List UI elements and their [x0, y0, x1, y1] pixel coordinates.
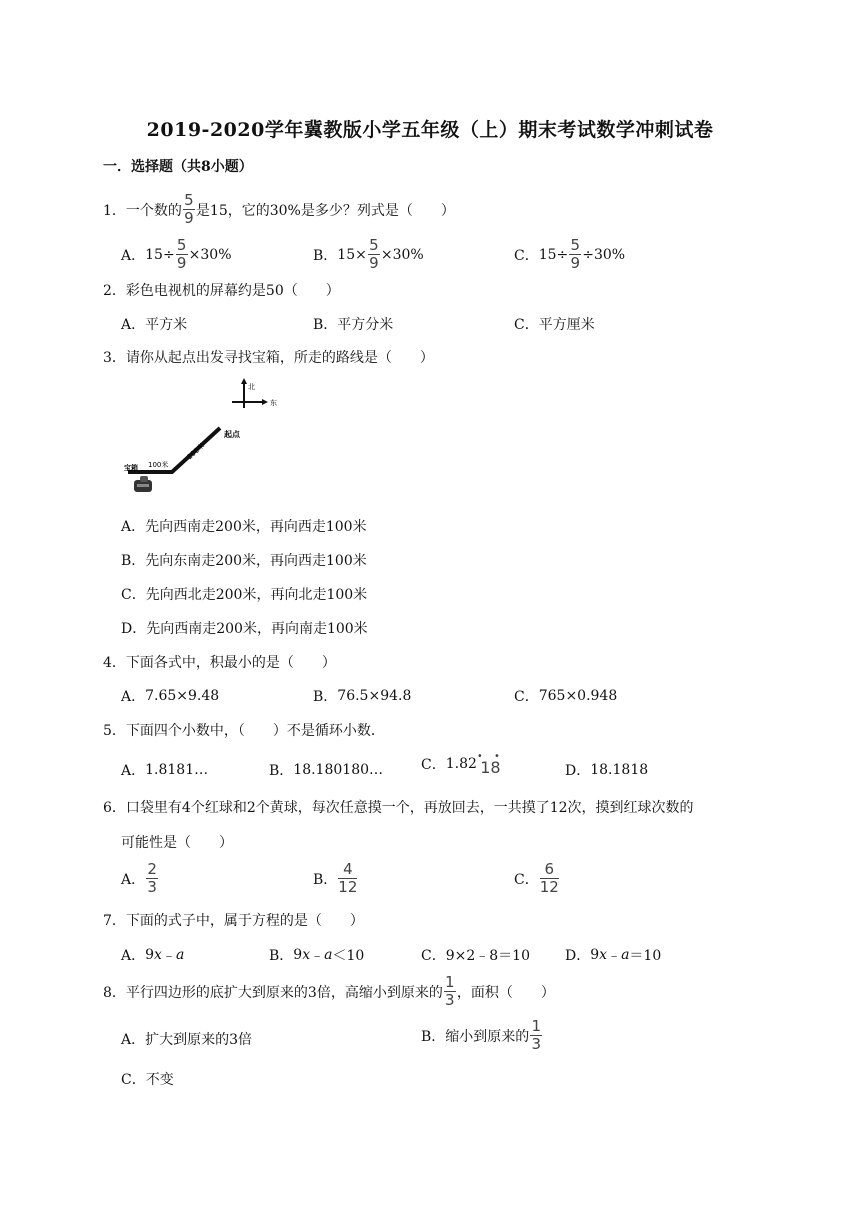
- east-arrow-icon: [262, 399, 268, 405]
- option-b[interactable]: B． 9 x ﹣ a ＜10: [269, 947, 365, 964]
- fraction: $\frac{5}{9}$: [369, 236, 379, 272]
- question-3: 3． 请你从起点出发寻找宝箱，所走的路线是（ ）: [103, 347, 434, 367]
- option-c[interactable]: C． 不变: [121, 1072, 174, 1088]
- option-a[interactable]: A． 7.65×9.48: [121, 688, 220, 705]
- question-text: 彩色电视机的屏幕约是50（ ）: [125, 283, 340, 299]
- fraction: $\frac{6}{12}$: [539, 860, 559, 896]
- question-text: 是15，它的30%是多少？列式是（ ）: [195, 202, 455, 219]
- segment-200-label: 200米: [185, 441, 207, 462]
- question-text: ，面积（ ）: [456, 984, 555, 1001]
- option-d[interactable]: D． 9 x ﹣ a ＝10: [565, 947, 662, 964]
- fraction: $\frac{1}{3}$: [445, 973, 455, 1009]
- segment-100-label: 100米: [148, 461, 169, 469]
- option-b[interactable]: B． $\frac{4}{12}$: [313, 860, 358, 896]
- question-6-cont: 可能性是（ ）: [121, 835, 233, 851]
- option-b[interactable]: B． 先向东南走200米，再向西走100米: [121, 553, 367, 569]
- question-text: 下面各式中，积最小的是（ ）: [125, 655, 336, 671]
- page-title: 2019-2020学年冀教版小学五年级（上）期末考试数学冲刺试卷: [146, 119, 714, 141]
- north-arrow-icon: [241, 378, 247, 384]
- route-diagram: [120, 378, 280, 500]
- repeating-digits: • • 18: [476, 751, 504, 777]
- question-5: 5． 下面四个小数中，（ ）不是循环小数．: [103, 720, 385, 740]
- route-line: [128, 428, 220, 472]
- fraction: $\frac{5}{9}$: [184, 191, 194, 227]
- question-text: 下面四个小数中，（ ）不是循环小数．: [125, 723, 385, 739]
- question-6: 6． 口袋里有4个红球和2个黄球，每次任意摸一个，再放回去，一共摸了12次，摸到红球次数的: [103, 797, 694, 817]
- question-text: 平行四边形的底扩大到原来的3倍，高缩小到原来的: [125, 984, 443, 1001]
- question-1: [103, 193, 455, 226]
- question-text: 请你从起点出发寻找宝箱，所走的路线是（ ）: [125, 350, 434, 366]
- option-b[interactable]: B． 18.180180…: [269, 762, 384, 779]
- option-a[interactable]: A． 9 x ﹣ a: [121, 947, 185, 964]
- question-7: 7． 下面的式子中，属于方程的是（ ）: [103, 910, 364, 930]
- north-label: 北: [248, 383, 255, 391]
- option-c[interactable]: C． 765×0.948: [514, 688, 618, 705]
- option-d[interactable]: D． 先向西南走200米，再向南走100米: [121, 621, 368, 637]
- question-number: 1．: [103, 202, 126, 219]
- question-text: 口袋里有4个红球和2个黄球，每次任意摸一个，再放回去，一共摸了12次，摸到红球次数的: [125, 800, 694, 816]
- fraction: $\frac{5}{9}$: [176, 236, 187, 272]
- option-c[interactable]: C． 平方厘米: [514, 317, 595, 333]
- option-a[interactable]: A． 先向西南走200米，再向西走100米: [121, 519, 367, 535]
- option-c[interactable]: C． 9×2﹣8＝10: [421, 948, 530, 964]
- option-b[interactable]: B． 缩小到原来的 $\frac{1}{3}$: [421, 1017, 542, 1053]
- question-8: 8． 平行四边形的底扩大到原来的3倍，高缩小到原来的 $\frac{1}{3}$ ，面积（ ）: [103, 973, 555, 1009]
- option-a[interactable]: A． $\frac{2}{3}$: [121, 860, 157, 896]
- option-b[interactable]: B． 76.5×94.8: [313, 688, 412, 705]
- option-c[interactable]: C． $\frac{6}{12}$: [514, 860, 559, 896]
- treasure-label: 宝箱: [124, 464, 138, 472]
- fraction: $\frac{2}{3}$: [147, 860, 157, 896]
- option-a[interactable]: A． 平方米: [121, 317, 188, 333]
- question-text: 一个数的: [125, 202, 182, 219]
- section-heading: 一．选择题（共8小题）: [103, 159, 253, 175]
- fraction: $\frac{1}{3}$: [531, 1017, 542, 1053]
- start-label: 起点: [224, 430, 240, 439]
- option-c[interactable]: C． 先向西北走200米，再向北走100米: [121, 587, 368, 603]
- option-d[interactable]: D． 18.1818: [565, 762, 649, 779]
- fraction: $\frac{5}{9}$: [570, 236, 581, 272]
- fraction: $\frac{4}{12}$: [338, 860, 358, 896]
- option-c[interactable]: C． 15÷ $\frac{5}{9}$ ÷30%: [514, 236, 626, 272]
- option-a[interactable]: A． 扩大到原来的3倍: [121, 1032, 253, 1048]
- question-text: 下面的式子中，属于方程的是（ ）: [125, 913, 364, 929]
- option-b[interactable]: B． 平方分米: [313, 317, 394, 333]
- option-c[interactable]: C． 1.82 • • 18: [421, 751, 504, 777]
- east-label: 东: [270, 399, 277, 407]
- question-2: 2． 彩色电视机的屏幕约是50（ ）: [103, 280, 340, 300]
- option-a[interactable]: A． 15÷ $\frac{5}{9}$ ×30%: [121, 236, 232, 272]
- treasure-chest-icon: [134, 476, 152, 492]
- option-a[interactable]: A． 1.8181…: [121, 762, 209, 779]
- option-b[interactable]: B． 15× $\frac{5}{9}$ ×30%: [313, 236, 424, 272]
- question-4: 4． 下面各式中，积最小的是（ ）: [103, 652, 336, 672]
